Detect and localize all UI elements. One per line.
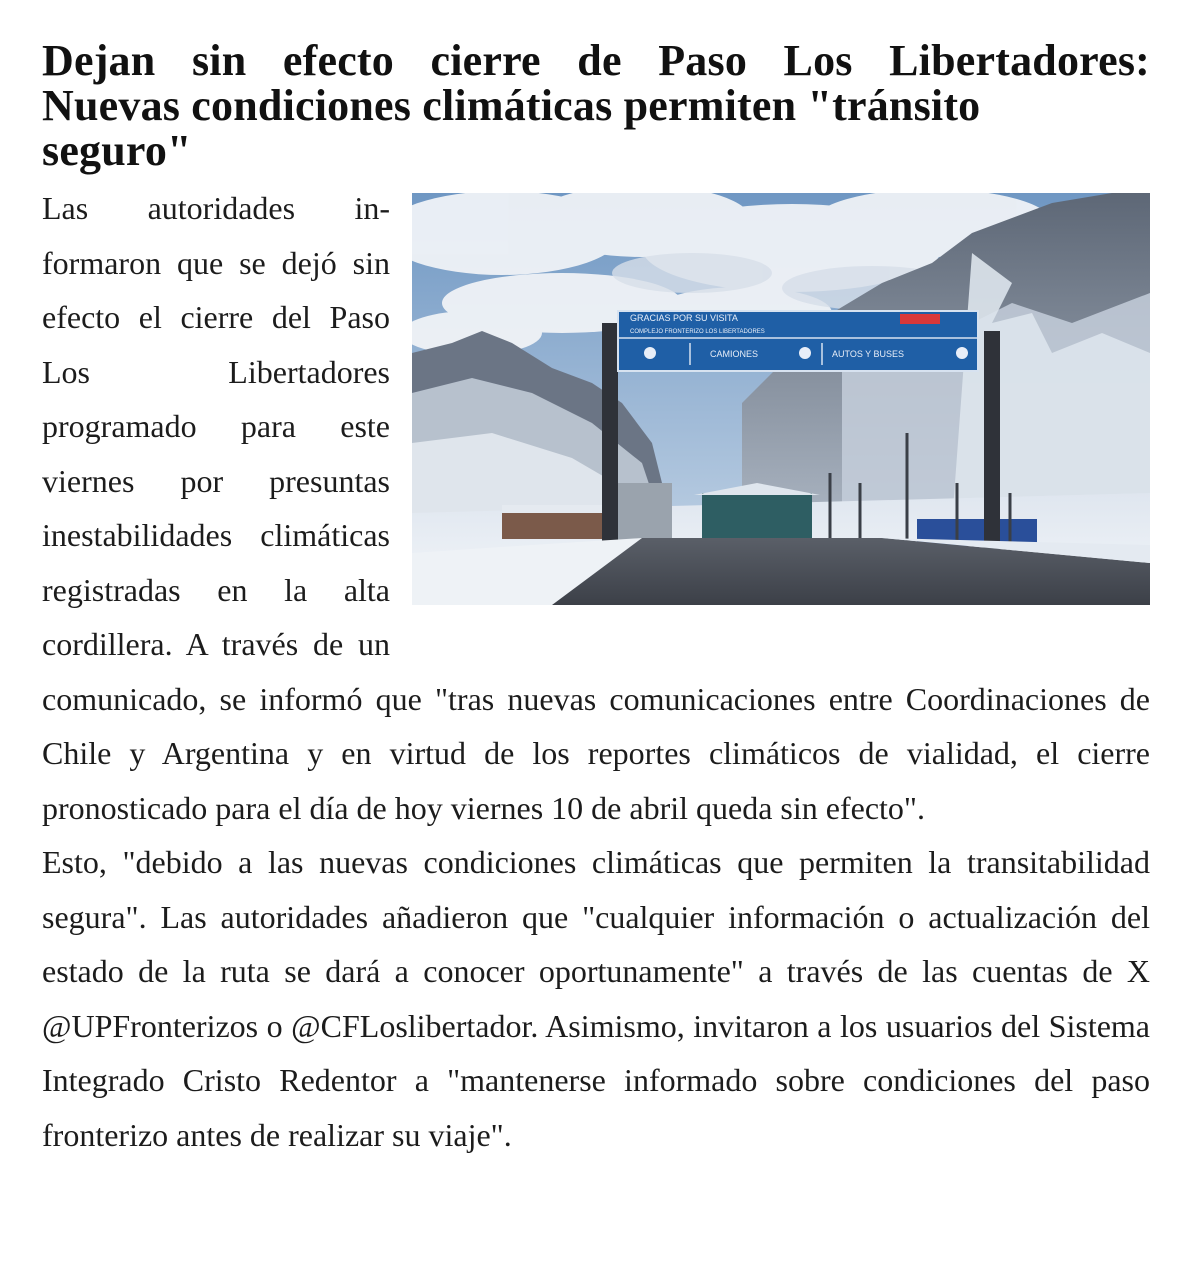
paragraph-2: Esto, "debido a las nuevas condiciones climáticas que permiten la transitabilidad segura". Las autoridades añadieron que "cualquier información o actualización del estado de la ruta se dará a conocer oportunamente" a través de las cuentas de X @UPFronterizos o @CFLoslibertador. Asimismo, invitaron a los usuarios del Sistema Integrado Cristo Redentor a "mantenerse informado sobre condiciones del paso fronterizo antes de realizar su viaje". (42, 844, 1150, 1153)
sign-line-1: GRACIAS POR SU VISITA (630, 313, 738, 323)
sign-line-2: COMPLEJO FRONTERIZO LOS LIBERTADORES (630, 329, 765, 335)
sign-lane-trucks: CAMIONES (710, 349, 759, 359)
article-headline (42, 38, 1150, 173)
article-body (42, 181, 1150, 1162)
headline-line-2: Nuevas condiciones climáticas permiten "tránsito (42, 81, 981, 130)
headline-line-3: seguro" (42, 126, 192, 175)
article-photo (412, 193, 1150, 605)
border-crossing-photo (412, 193, 1150, 605)
paragraph-1: Las autoridades informaron que se dejó sin efecto el cierre del Paso Los Libertadores programado para este viernes por presuntas inestabilidades climáticas registradas en la alta cordillera. A través de un comunicado, se informó que "tras nuevas comunicaciones entre Coordinaciones de Chile y Argentina y en virtud de los reportes climáticos de vialidad, el cierre pronosticado para el día de hoy viernes 10 de abril queda sin efecto". (42, 190, 1150, 826)
sign-lane-cars: AUTOS Y BUSES (832, 349, 905, 359)
headline-line-1: Dejan sin efecto cierre de Paso Los Libertadores: (42, 36, 1150, 85)
